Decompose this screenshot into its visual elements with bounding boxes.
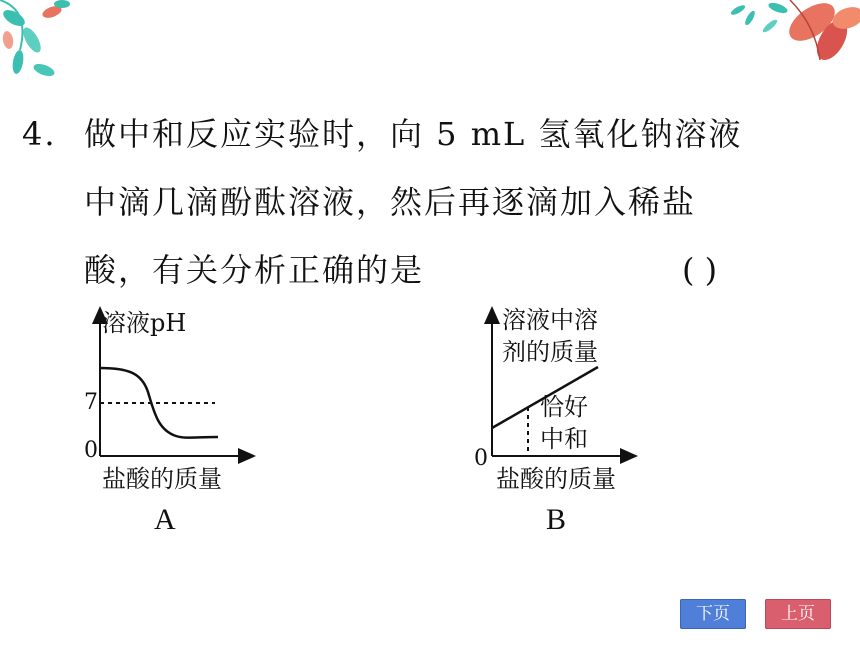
graph-b-origin: 0 — [474, 446, 488, 471]
next-page-button[interactable]: 下页 — [680, 599, 746, 629]
graph-b-y-label-line2: 剂的质量 — [502, 338, 598, 366]
graph-b-option-letter: B — [546, 503, 567, 536]
graph-b-y-label-line1: 溶液中溶 — [502, 306, 598, 334]
graph-a-x-label: 盐酸的质量 — [102, 465, 222, 493]
graph-b-annotation-line2: 中和 — [540, 425, 588, 453]
graph-a-option-letter: A — [154, 503, 176, 536]
floral-decoration-right — [720, 0, 860, 70]
graph-b-annotation-line1: 恰好 — [540, 393, 588, 421]
previous-page-button[interactable]: 上页 — [765, 599, 831, 629]
answer-blank: ( ) — [682, 251, 718, 289]
question-line-3: 酸，有关分析正确的是 — [84, 251, 425, 289]
graph-a-y-label: 溶液pH — [102, 309, 187, 337]
graph-a-origin: 0 — [84, 438, 98, 463]
question-line-2: 中滴几滴酚酞溶液，然后再逐滴加入稀盐 — [84, 183, 697, 221]
question-line-1: 做中和反应实验时，向 5 mL 氢氧化钠溶液 — [84, 115, 743, 153]
graph-b — [462, 300, 682, 540]
graph-a-tick-7: 7 — [84, 390, 98, 415]
graph-a — [70, 300, 270, 540]
graph-b-x-label: 盐酸的质量 — [496, 465, 616, 493]
question-number: 4. — [22, 115, 57, 153]
floral-decoration-left — [0, 0, 110, 100]
